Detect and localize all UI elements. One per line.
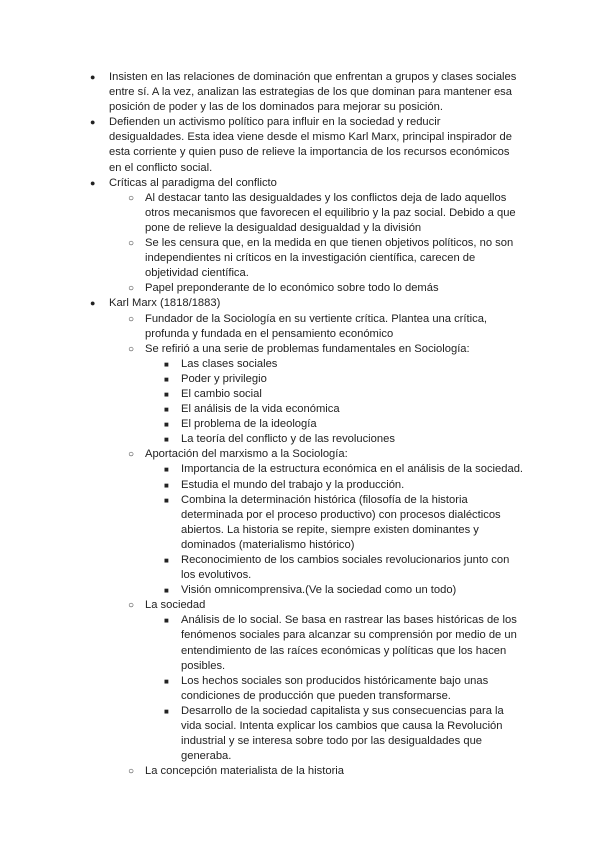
list-item-text: Se les censura que, en la medida en que tienen objetivos políticos, no son independientes ni críticos en la investigación científica, carecen de objetividad científica. <box>145 237 514 280</box>
list-item-level-2 <box>0 191 600 236</box>
list-item-text: El problema de la ideología <box>181 418 317 431</box>
list-item-text: Poder y privilegio <box>181 372 267 385</box>
square-marker-icon: ■ <box>164 616 169 626</box>
list-item-text: Karl Marx (1818/1883) <box>109 297 221 310</box>
square-marker-icon: ■ <box>164 556 169 565</box>
list-item-text: Desarrollo de la sociedad capitalista y sus consecuencias para la vida social. Intenta explicar los cambios que causa la Revolución industrial y se interesa sobre todo por las desigualdades que generaba. <box>181 704 504 763</box>
list-item-text: Se refirió a una serie de problemas fundamentales en Sociología: <box>145 342 470 355</box>
list-item-level-2 <box>0 598 600 613</box>
list-item-text: Críticas al paradigma del conflicto <box>109 176 277 189</box>
list-item-text: La sociedad <box>145 599 206 612</box>
square-marker-icon: ■ <box>164 676 169 686</box>
circle-marker-icon: ○ <box>128 313 135 325</box>
list-item-text: Combina la determinación histórica (filosofía de la historia determinada por el proceso productivo) con procesos dialécticos abiertos. La historia se repite, siempre existen dominantes y dominados (materialismo histórico) <box>181 493 501 551</box>
list-item-level-3 <box>0 372 600 387</box>
square-marker-icon: ■ <box>164 495 169 505</box>
square-marker-icon: ■ <box>164 374 169 384</box>
bullet-marker-icon: ● <box>90 117 96 128</box>
list-item-level-2 <box>0 342 600 357</box>
list-item-text: Defienden un activismo político para influir en la sociedad y reducir desigualdades. Esta idea viene desde el mismo Karl Marx, principal inspirador de esta corriente y quien puso de relieve la importancia de los recursos económicos en el conflicto social. <box>109 116 512 174</box>
bullet-marker-icon: ● <box>90 298 96 309</box>
list-item-level-3 <box>0 674 600 704</box>
square-marker-icon: ■ <box>164 359 169 369</box>
list-item-level-3 <box>0 583 600 598</box>
list-item-text: Insisten en las relaciones de dominación que enfrentan a grupos y clases sociales entre sí. A la vez, analizan las estrategias de los que dominan para mantener esa posición de poder y las de los dominados para mejorar su posición. <box>109 71 517 114</box>
list-item-text: Al destacar tanto las desigualdades y los conflictos deja de lado aquellos otros mecanismos que favorecen el equilibrio y la paz social. Debido a que pone de relieve la desigualdad desigualdad y la división <box>145 191 516 234</box>
square-marker-icon: ■ <box>164 405 169 415</box>
bullet-marker-icon: ● <box>90 177 96 188</box>
list-item-text: Los hechos sociales son producidos históricamente bajo unas condiciones de producción que pueden transformarse. <box>181 674 489 702</box>
list-item-level-2 <box>0 281 600 296</box>
list-item-level-2 <box>0 236 600 281</box>
circle-marker-icon: ○ <box>128 238 135 250</box>
list-item-level-3 <box>0 462 600 477</box>
square-marker-icon: ■ <box>164 435 169 445</box>
list-item-level-1 <box>0 115 600 175</box>
bullet-marker-icon: ● <box>90 72 96 82</box>
list-item-level-3 <box>0 357 600 372</box>
list-item-level-3 <box>0 493 600 553</box>
list-item-level-3 <box>0 402 600 417</box>
square-marker-icon: ■ <box>164 586 169 596</box>
square-marker-icon: ■ <box>164 420 169 430</box>
square-marker-icon: ■ <box>164 465 169 475</box>
list-item-level-2 <box>0 312 600 342</box>
list-item-text: Estudia el mundo del trabajo y la producción. <box>181 478 405 491</box>
list-item-level-3 <box>0 613 600 673</box>
list-item-level-3 <box>0 704 600 764</box>
list-item-level-3 <box>0 387 600 402</box>
list-item-text: Reconocimiento de los cambios sociales revolucionarios junto con los evolutivos. <box>181 554 510 582</box>
list-item-level-1 <box>0 296 600 311</box>
list-item-level-3 <box>0 432 600 447</box>
list-item-text: Aportación del marxismo a la Sociología: <box>145 448 348 461</box>
square-marker-icon: ■ <box>164 706 169 716</box>
circle-marker-icon: ○ <box>128 449 135 461</box>
list-item-text: Papel preponderante de lo económico sobre todo lo demás <box>145 282 439 295</box>
list-item-level-3 <box>0 417 600 432</box>
list-item-text: El cambio social <box>181 387 262 400</box>
square-marker-icon: ■ <box>164 480 169 490</box>
list-item-text: La teoría del conflicto y de las revoluciones <box>181 433 395 446</box>
circle-marker-icon: ○ <box>128 600 135 612</box>
list-item-text: Las clases sociales <box>181 357 278 370</box>
list-item-text: Importancia de la estructura económica en el análisis de la sociedad. <box>181 463 524 476</box>
list-item-text: Visión omnicomprensiva.(Ve la sociedad como un todo) <box>181 584 457 597</box>
square-marker-icon: ■ <box>164 389 169 399</box>
list-item-level-3 <box>0 553 600 583</box>
list-item-level-1 <box>0 176 600 191</box>
list-item-level-2 <box>0 447 600 462</box>
list-item-text: La concepción materialista de la historia <box>145 765 344 778</box>
circle-marker-icon: ○ <box>128 343 135 355</box>
circle-marker-icon: ○ <box>128 766 135 778</box>
list-item-level-3 <box>0 478 600 493</box>
circle-marker-icon: ○ <box>128 192 135 204</box>
list-item-text: Fundador de la Sociología en su vertiente crítica. Plantea una crítica, profunda y fundada en el pensamiento económico <box>145 312 488 340</box>
list-item-text: El análisis de la vida económica <box>181 403 340 416</box>
list-item-text: Análisis de lo social. Se basa en rastrear las bases históricas de los fenómenos sociales para alcanzar su comprensión por medio de un entendimiento de las raíces económicas y políticas que los hacen posibles. <box>181 614 517 672</box>
circle-marker-icon: ○ <box>128 283 135 295</box>
bullet-list <box>0 70 600 779</box>
list-item-level-2 <box>0 764 600 779</box>
list-item-level-1 <box>0 70 600 115</box>
